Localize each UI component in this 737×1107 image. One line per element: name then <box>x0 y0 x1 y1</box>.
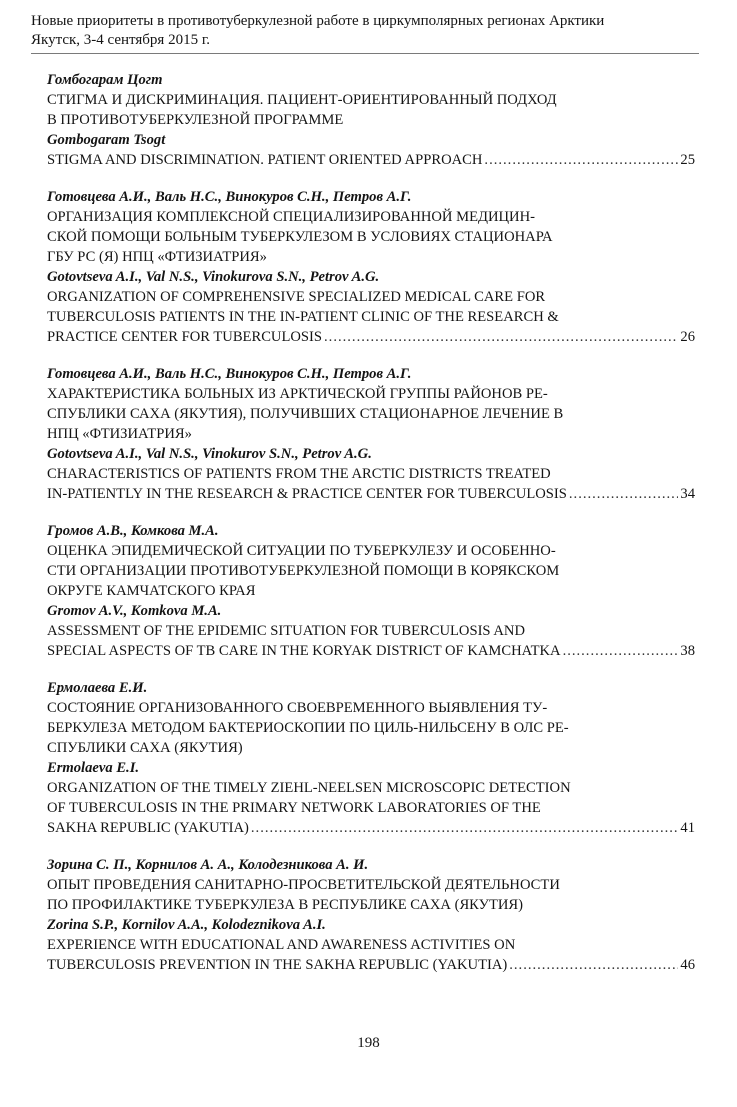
ru-authors: Ермолаева Е.И. <box>47 680 148 696</box>
en-title-last-line: SPECIAL ASPECTS OF TB CARE IN THE KORYAK DISTRICT OF KAMCHATKA <box>47 643 561 659</box>
toc-entry <box>47 187 695 347</box>
toc-page-number: 38 <box>680 643 695 659</box>
en-authors: Gotovtseva A.I., Val N.S., Vinokurov S.N., Petrov A.G. <box>47 446 372 462</box>
en-title-last-line: SAKHA REPUBLIC (YAKUTIA) <box>47 820 249 836</box>
toc-entry-last-line <box>47 150 695 170</box>
ru-title-line: ОРГАНИЗАЦИЯ КОМПЛЕКСНОЙ СПЕЦИАЛИЗИРОВАННОЙ МЕДИЦИН- <box>47 209 535 225</box>
ru-authors: Громов А.В., Комкова М.А. <box>47 523 219 539</box>
toc-entry <box>47 855 695 975</box>
ru-title-line: ОКРУГЕ КАМЧАТСКОГО КРАЯ <box>47 583 256 599</box>
ru-title-line: ОПЫТ ПРОВЕДЕНИЯ САНИТАРНО-ПРОСВЕТИТЕЛЬСКОЙ ДЕЯТЕЛЬНОСТИ <box>47 877 560 893</box>
en-title-line: TUBERCULOSIS PATIENTS IN THE IN-PATIENT CLINIC OF THE RESEARCH & <box>47 309 559 325</box>
ru-title-line: СТИ ОРГАНИЗАЦИИ ПРОТИВОТУБЕРКУЛЕЗНОЙ ПОМОЩИ В КОРЯКСКОМ <box>47 563 560 579</box>
toc-entry <box>47 521 695 661</box>
toc-page-number: 41 <box>680 820 695 836</box>
page-number: 198 <box>357 1035 380 1051</box>
en-authors: Zorina S.P., Kornilov A.A., Kolodeznikova A.I. <box>47 917 326 933</box>
dot-leader <box>509 955 678 975</box>
en-title-line: ORGANIZATION OF COMPREHENSIVE SPECIALIZED MEDICAL CARE FOR <box>47 289 546 305</box>
en-title-line: EXPERIENCE WITH EDUCATIONAL AND AWARENESS ACTIVITIES ON <box>47 937 516 953</box>
toc-page-number: 26 <box>680 329 695 345</box>
en-authors: Gombogaram Tsogt <box>47 132 166 148</box>
en-title-line: ASSESSMENT OF THE EPIDEMIC SITUATION FOR TUBERCULOSIS AND <box>47 623 526 639</box>
toc-entry-last-line <box>47 955 695 975</box>
en-authors: Ermolaeva E.I. <box>47 760 140 776</box>
toc-entry-last-line <box>47 641 695 661</box>
en-authors: Gotovtseva A.I., Val N.S., Vinokurova S.N., Petrov A.G. <box>47 269 380 285</box>
ru-title-line: ПО ПРОФИЛАКТИКЕ ТУБЕРКУЛЕЗА В РЕСПУБЛИКЕ САХА (ЯКУТИЯ) <box>47 897 523 913</box>
toc-entry-last-line <box>47 484 695 504</box>
en-title-last-line: IN-PATIENTLY IN THE RESEARCH & PRACTICE CENTER FOR TUBERCULOSIS <box>47 486 567 502</box>
ru-title-line: ГБУ РС (Я) НПЦ «ФТИЗИАТРИЯ» <box>47 249 267 265</box>
ru-title-line: БЕРКУЛЕЗА МЕТОДОМ БАКТЕРИОСКОПИИ ПО ЦИЛЬ-НИЛЬСЕНУ В ОЛС РЕ- <box>47 720 569 736</box>
toc-page-number: 25 <box>680 152 695 168</box>
dot-leader <box>484 150 678 170</box>
ru-title-line: СОСТОЯНИЕ ОРГАНИЗОВАННОГО СВОЕВРЕМЕННОГО ВЫЯВЛЕНИЯ ТУ- <box>47 700 548 716</box>
ru-title-line: В ПРОТИВОТУБЕРКУЛЕЗНОЙ ПРОГРАММЕ <box>47 112 344 128</box>
en-title-last-line: PRACTICE CENTER FOR TUBERCULOSIS <box>47 329 323 345</box>
ru-title-line: ХАРАКТЕРИСТИКА БОЛЬНЫХ ИЗ АРКТИЧЕСКОЙ ГРУППЫ РАЙОНОВ РЕ- <box>47 386 548 402</box>
toc-entry-last-line <box>47 818 695 838</box>
en-title-last-line: STIGMA AND DISCRIMINATION. PATIENT ORIENTED APPROACH <box>47 152 483 168</box>
ru-title-line: НПЦ «ФТИЗИАТРИЯ» <box>47 426 192 442</box>
header-place-date: Якутск, 3-4 сентября 2015 г. <box>31 32 211 48</box>
dot-leader <box>251 818 679 838</box>
ru-authors: Готовцева А.И., Валь Н.С., Винокуров С.Н., Петров А.Г. <box>47 366 412 382</box>
dot-leader <box>324 327 678 347</box>
toc-entry-last-line <box>47 327 695 347</box>
ru-title-line: СПУБЛИКИ САХА (ЯКУТИЯ) <box>47 740 243 756</box>
ru-title-line: ОЦЕНКА ЭПИДЕМИЧЕСКОЙ СИТУАЦИИ ПО ТУБЕРКУЛЕЗУ И ОСОБЕННО- <box>47 543 556 559</box>
en-title-line: CHARACTERISTICS OF PATIENTS FROM THE ARCTIC DISTRICTS TREATED <box>47 466 551 482</box>
en-title-line: OF TUBERCULOSIS IN THE PRIMARY NETWORK LABORATORIES OF THE <box>47 800 541 816</box>
dot-leader <box>569 484 679 504</box>
header-rule <box>31 53 699 54</box>
ru-title-line: СКОЙ ПОМОЩИ БОЛЬНЫМ ТУБЕРКУЛЕЗОМ В УСЛОВИЯХ СТАЦИОНАРА <box>47 229 553 245</box>
en-authors: Gromov A.V., Komkova M.A. <box>47 603 222 619</box>
en-title-line: ORGANIZATION OF THE TIMELY ZIEHL-NEELSEN MICROSCOPIC DETECTION <box>47 780 571 796</box>
toc-entry <box>47 364 695 504</box>
toc-entry <box>47 70 695 170</box>
running-header <box>31 12 699 50</box>
toc-page-number: 34 <box>680 486 695 502</box>
table-of-contents <box>47 70 695 992</box>
dot-leader <box>563 641 679 661</box>
ru-authors: Зорина С. П., Корнилов А. А., Колодезникова А. И. <box>47 857 369 873</box>
ru-authors: Готовцева А.И., Валь Н.С., Винокуров С.Н., Петров А.Г. <box>47 189 412 205</box>
ru-title-line: СТИГМА И ДИСКРИМИНАЦИЯ. ПАЦИЕНТ-ОРИЕНТИРОВАННЫЙ ПОДХОД <box>47 92 557 108</box>
en-title-last-line: TUBERCULOSIS PREVENTION IN THE SAKHA REPUBLIC (YAKUTIA) <box>47 957 508 973</box>
ru-title-line: СПУБЛИКИ САХА (ЯКУТИЯ), ПОЛУЧИВШИХ СТАЦИОНАРНОЕ ЛЕЧЕНИЕ В <box>47 406 564 422</box>
toc-page-number: 46 <box>680 957 695 973</box>
toc-entry <box>47 678 695 838</box>
ru-authors: Гомбогарам Цогт <box>47 72 163 88</box>
header-title: Новые приоритеты в противотуберкулезной работе в циркумполярных регионах Арктики <box>31 13 605 29</box>
